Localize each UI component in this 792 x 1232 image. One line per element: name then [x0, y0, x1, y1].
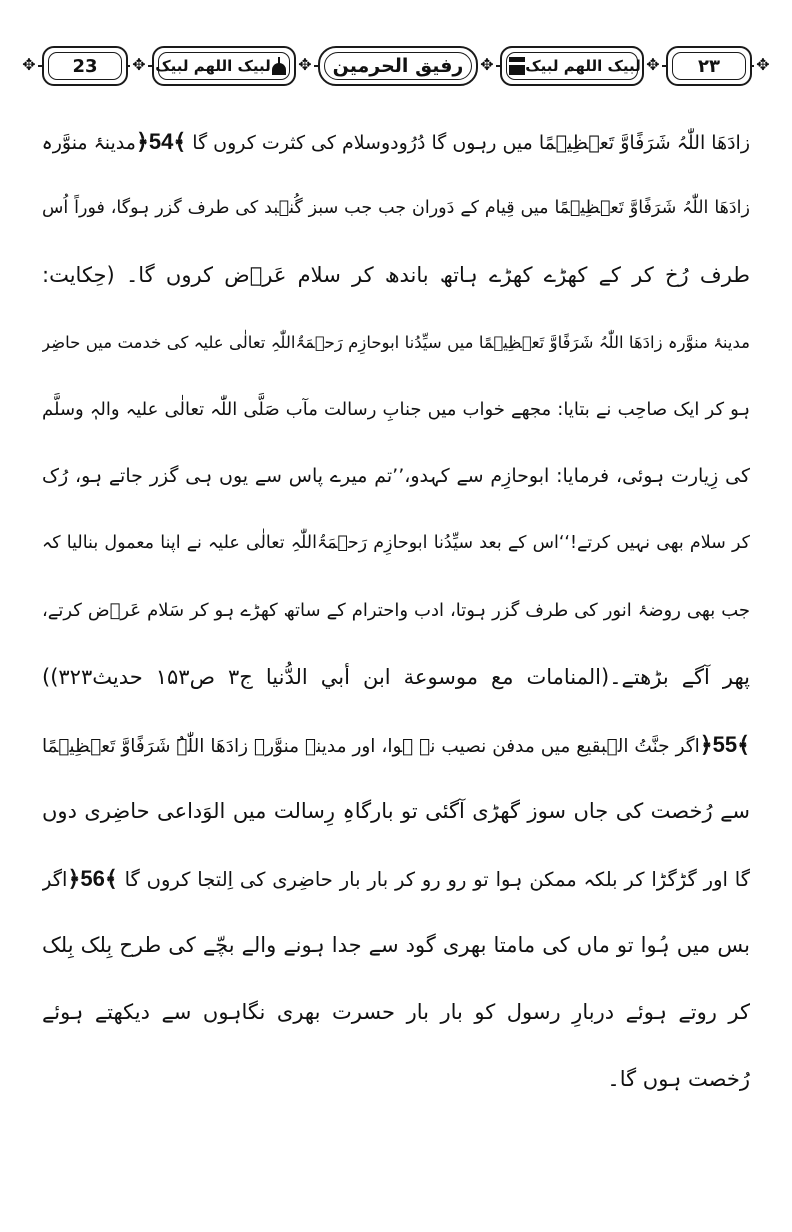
text-line: [42, 644, 750, 711]
ornament-icon: ✥: [754, 56, 772, 74]
ornament-icon: ✥: [478, 56, 496, 74]
ornament-icon: ✥: [130, 56, 148, 74]
text-segment: اگر: [42, 868, 68, 891]
text-line: [42, 979, 750, 1046]
kaaba-icon: [509, 57, 525, 75]
point-number: ﴿56﴾: [67, 866, 118, 891]
text-segment: پھر آگے بڑھتے۔(المنامات مع موسوعة ابن أبي الدُّنيا ج۳ ص۱۵۳ حدیث۳۲۳)): [42, 665, 750, 689]
text-line: [42, 242, 750, 309]
text-segment: جب بھی روضۂ انور کی طرف گزر ہوتا، ادب واحترام کے ساتھ کھڑے ہو کر سَلام عَرۡض کرتے،: [42, 600, 750, 621]
text-segment: سے رُخصت کی جاں سوز گھڑی آگئی تو بارگاہِ رِسالت میں الوَداعی حاضِری دوں: [42, 799, 750, 823]
text-segment: اگر جنَّتُ الۡبقیع میں مدفن نصیب نہ ہوا، اور مدینۂ منوَّرہ زادَھَا اللّٰہُ شَرَفًاوَّ تَعۡظِیۡمًا: [42, 736, 700, 757]
text-line: [42, 510, 750, 577]
text-segment: کر روتے ہوئے دربارِ رسول کو بار بار حسرت بھری نگاہوں سے دیکھتے ہوئے: [42, 1000, 750, 1024]
page-number-latin: 23: [42, 46, 128, 86]
text-line: [42, 711, 750, 778]
ornament-icon: ✥: [20, 56, 38, 74]
body-text: [42, 108, 750, 1113]
text-line: [42, 845, 750, 912]
text-line: [42, 577, 750, 644]
text-line: [42, 1046, 750, 1113]
green-dome-icon: [271, 57, 287, 75]
text-line: [42, 309, 750, 376]
text-line: [42, 108, 750, 175]
header-label-left: لبیک اللھم لبیک: [152, 46, 296, 86]
text-line: [42, 443, 750, 510]
text-segment: زادَھَا اللّٰہُ شَرَفًاوَّ تَعۡظِیۡمًا میں رہوں گا دُرُودوسلام کی کثرت کروں گا: [186, 132, 750, 154]
header-title: رفیق الحرمین: [318, 46, 478, 86]
ornament-icon: ✥: [644, 56, 662, 74]
text-segment: طرف رُخ کر کے کھڑے کھڑے ہاتھ باندھ کر سلام عَرۡض کروں گا۔ (حِکایت:: [42, 263, 750, 287]
text-segment: مدینۂ منوَّرہ زادَھَا اللّٰہُ شَرَفًاوَّ تَعۡظِیۡمًا میں سیِّدُنا ابوحازِم رَحۡمَۃُاللّٰہِ تعالٰی علیہ کی خدمت میں حاضِر: [42, 333, 750, 352]
text-segment: کر سلام بھی نہیں کرتے!‘‘اس کے بعد سیِّدُنا ابوحازِم رَحۡمَۃُاللّٰہِ تعالٰی علیہ نے اپنا معمول بنالیا کہ: [42, 533, 750, 553]
text-line: [42, 376, 750, 443]
point-number: ﴿55﴾: [699, 732, 750, 757]
text-segment: گا اور گڑگڑا کر بلکہ ممکن ہوا تو رو رو کر بار بار حاضِری کی اِلتجا کروں گا: [117, 868, 750, 891]
text-segment: زادَھَا اللّٰہُ شَرَفًاوَّ تَعۡظِیۡمًا میں قِیام کے دَوران جب جب سبز گُنۡبد کی طرف گزر ہوگا، فوراً اُس: [42, 198, 750, 218]
page-number-arabic: ۲۳: [666, 46, 752, 86]
text-segment: ہو کر ایک صاحِب نے بتایا: مجھے خواب میں جنابِ رسالت مآب صَلَّی اللّٰہ تعالٰی علیہ والہٖ وسلَّم: [42, 399, 750, 420]
text-segment: مدینۂ منوَّرہ: [42, 132, 136, 154]
text-segment: کی زِیارت ہوئی، فرمایا: ابوحازِم سے کہدو،’’تم میرے پاس سے یوں ہی گزر جاتے ہو، رُک: [42, 465, 750, 487]
text-line: [42, 778, 750, 845]
text-line: [42, 912, 750, 979]
ornament-icon: ✥: [296, 56, 314, 74]
text-segment: بس میں ہُوا تو ماں کی مامتا بھری گود سے جدا ہونے والے بچّے کی طرح بِلک بِلک: [42, 933, 750, 957]
point-number: ﴿54﴾: [135, 129, 187, 154]
running-header: [20, 38, 772, 94]
header-label-right: لبیک اللھم لبیک: [500, 46, 644, 86]
text-segment: رُخصت ہوں گا۔: [607, 1067, 750, 1091]
text-line: [42, 175, 750, 242]
